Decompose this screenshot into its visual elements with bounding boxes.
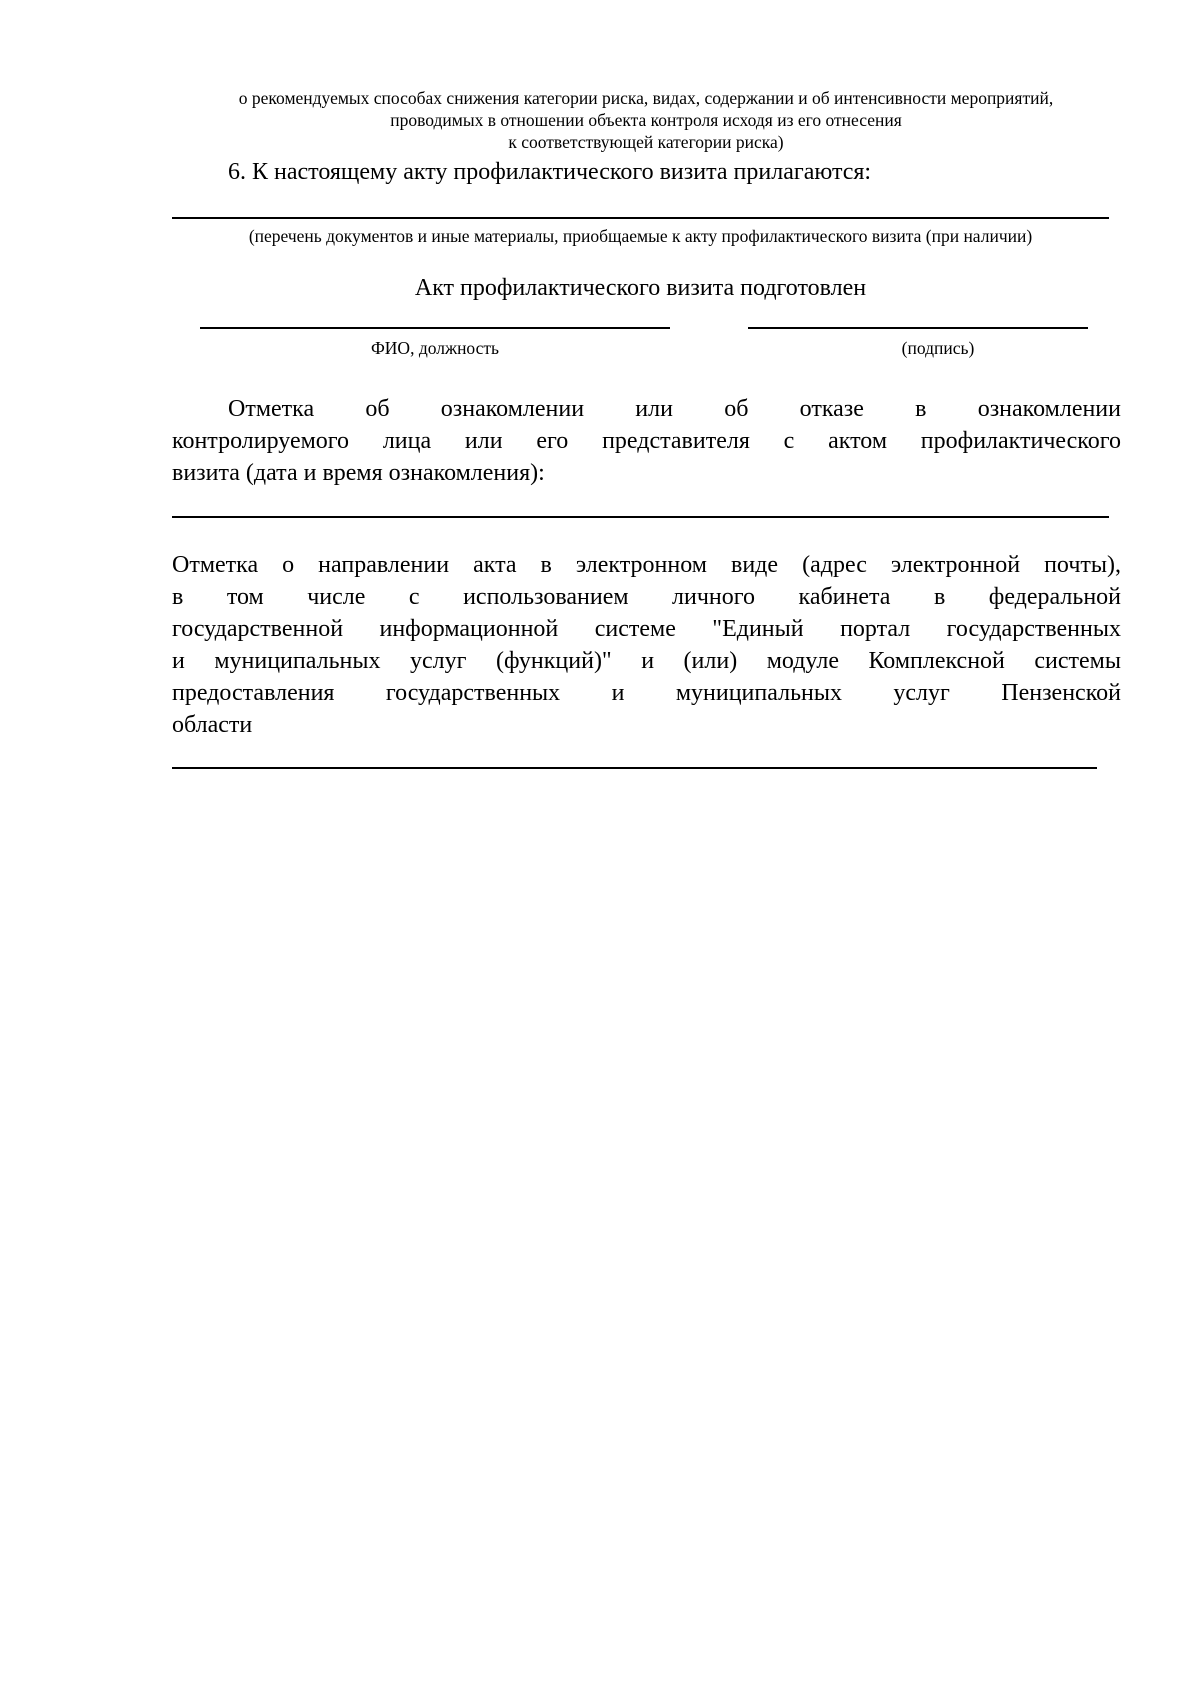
electronic-send-line-2: в том числе с использованием личного кабинета в федеральной	[172, 584, 1121, 610]
top-caption-line-1: о рекомендуемых способах снижения категории риска, видах, содержании и об интенсивности мероприятий,	[238, 88, 1054, 108]
acknowledgement-line-2: контролируемого лица или его представителя с актом профилактического	[172, 428, 1121, 454]
signature-fill-line	[748, 327, 1088, 329]
acknowledgement-line-3: визита (дата и время ознакомления):	[172, 460, 545, 486]
fio-caption: ФИО, должность	[370, 338, 500, 358]
electronic-send-fill-line	[172, 767, 1097, 769]
top-caption-line-3: к соответствующей категории риска)	[508, 132, 784, 152]
fio-fill-line	[200, 327, 670, 329]
electronic-send-line-3: государственной информационной системе "Единый портал государственных	[172, 616, 1121, 642]
top-caption-line-2: проводимых в отношении объекта контроля исходя из его отнесения	[390, 110, 902, 130]
acknowledgement-line-1: Отметка об ознакомлении или об отказе в ознакомлении	[228, 396, 1121, 422]
electronic-send-line-5: предоставления государственных и муниципальных услуг Пензенской	[172, 680, 1121, 706]
electronic-send-line-6: области	[172, 712, 253, 738]
prepared-by-label: Акт профилактического визита подготовлен	[414, 275, 867, 301]
attachments-heading: 6. К настоящему акту профилактического визита прилагаются:	[228, 159, 872, 185]
attachments-caption: (перечень документов и иные материалы, приобщаемые к акту профилактического визита (при наличии)	[248, 226, 1033, 246]
electronic-send-line-4: и муниципальных услуг (функций)" и (или) модуле Комплексной системы	[172, 648, 1121, 674]
electronic-send-line-1: Отметка о направлении акта в электронном виде (адрес электронной почты),	[172, 552, 1121, 578]
attachments-fill-line	[172, 217, 1109, 219]
signature-caption: (подпись)	[901, 338, 975, 358]
acknowledgement-fill-line	[172, 516, 1109, 518]
